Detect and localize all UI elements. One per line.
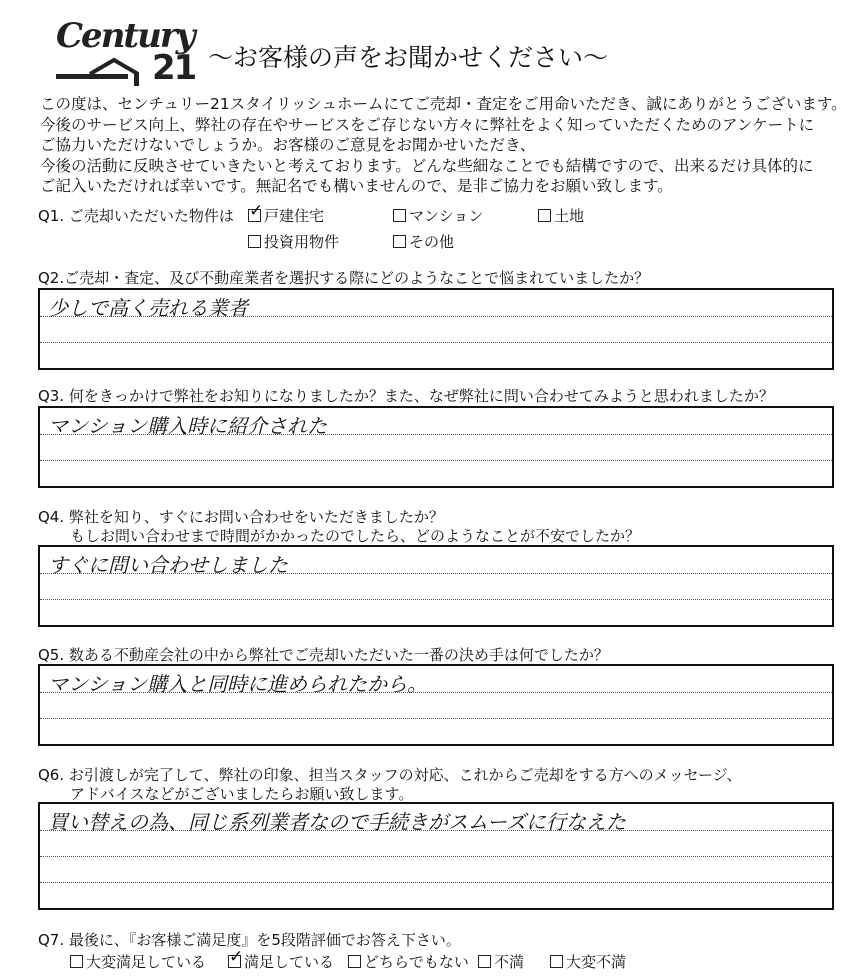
- checkmark-icon: ✓: [229, 947, 244, 967]
- checkmark-icon: ✓: [249, 201, 264, 221]
- q7-option-neutral[interactable]: どちらでもない: [348, 951, 469, 972]
- q6-label: Q6. お引渡しが完了して、弊社の印象、担当スタッフの対応、これからご売却をする方へのメッセージ、: [38, 766, 742, 784]
- intro-line: この度は、センチュリー21スタイリッシュホームにてご売却・査定をご用命いただき、誠にありがとうございます。: [40, 95, 847, 113]
- checkbox[interactable]: [550, 955, 563, 968]
- q1-option-land[interactable]: 土地: [538, 205, 584, 226]
- checkbox[interactable]: [538, 209, 551, 222]
- q7-option-satisfied[interactable]: ✓ 満足している: [229, 947, 335, 971]
- q6-answer-box[interactable]: [38, 802, 834, 910]
- checkbox[interactable]: [393, 209, 406, 222]
- intro-line: ご協力いただけないでしょうか。お客様のご意見をお聞かせいただき、: [40, 136, 536, 154]
- q4-answer: すぐに問い合わせしました: [48, 553, 288, 577]
- house-roof-icon: [56, 56, 156, 86]
- q1-option-detached-house[interactable]: ✓ 戸建住宅: [249, 201, 325, 225]
- q1-option-mansion[interactable]: マンション: [393, 205, 483, 226]
- checkbox[interactable]: [478, 955, 491, 968]
- checkbox[interactable]: [393, 235, 406, 248]
- q2-answer-box[interactable]: [38, 288, 834, 370]
- q7-option-very-dissatisfied[interactable]: 大変不満: [550, 951, 626, 972]
- q3-answer-box[interactable]: [38, 406, 834, 488]
- logo-text: Century: [56, 16, 194, 56]
- q1-option-other[interactable]: その他: [393, 231, 454, 252]
- checkbox[interactable]: [248, 201, 264, 222]
- q1-label: Q1. ご売却いただいた物件は: [38, 207, 234, 225]
- q5-answer: マンション購入と同時に進められたから。: [48, 672, 428, 696]
- q7-option-very-satisfied[interactable]: 大変満足している: [70, 951, 206, 972]
- q3-answer: マンション購入時に紹介された: [48, 414, 328, 438]
- q6-answer: 買い替えの為、同じ系列業者なので手続きがスムーズに行なえた: [48, 810, 626, 834]
- intro-line: 今後のサービス向上、弊社の存在やサービスをご存じない方々に弊社をよく知っていただくためのアンケートに: [40, 115, 815, 134]
- checkbox[interactable]: [348, 955, 361, 968]
- checkbox[interactable]: [70, 955, 83, 968]
- intro-line: 今後の活動に反映させていきたいと考えております。どんな些細なことでも結構ですので、出来るだけ具体的に: [40, 156, 814, 175]
- q3-label: Q3. 何をきっかけで弊社をお知りになりましたか？また、なぜ弊社に問い合わせてみようと思われましたか？: [38, 387, 774, 405]
- q4-answer-box[interactable]: [38, 545, 834, 627]
- q7-option-dissatisfied[interactable]: 不満: [478, 951, 524, 972]
- q7-label: Q7. 最後に、『お客様ご満足度』を5段階評価でお答え下さい。: [38, 931, 461, 949]
- intro-line: ご記入いただければ幸いです。無記名でも構いませんので、是非ご協力をお願い致します。: [40, 177, 673, 195]
- q5-label: Q5. 数ある不動産会社の中から弊社でご売却いただいた一番の決め手は何でしたか？: [38, 646, 609, 664]
- q4-label: Q4. 弊社を知り、すぐにお問い合わせをいただきましたか？: [38, 508, 444, 526]
- q6-label-line2: アドバイスなどがございましたらお願い致します。: [70, 785, 414, 803]
- century21-logo: [56, 12, 196, 88]
- page-title: ～お客様の声をお聞かせください～: [208, 43, 609, 72]
- checkbox[interactable]: [228, 947, 244, 968]
- checkbox[interactable]: [248, 235, 261, 248]
- intro-paragraph: [40, 94, 847, 197]
- q4-label-line2: もしお問い合わせまで時間がかかったのでしたら、どのようなことが不安でしたか？: [70, 527, 641, 545]
- q2-label: Q2.ご売却・査定、及び不動産業者を選択する際にどのようなことで悩まれていましたか？: [38, 269, 650, 287]
- q2-answer: 少しで高く売れる業者: [48, 296, 248, 320]
- logo-number: 21: [152, 48, 196, 88]
- q5-answer-box[interactable]: [38, 664, 834, 746]
- q1-option-investment[interactable]: 投資用物件: [248, 231, 339, 252]
